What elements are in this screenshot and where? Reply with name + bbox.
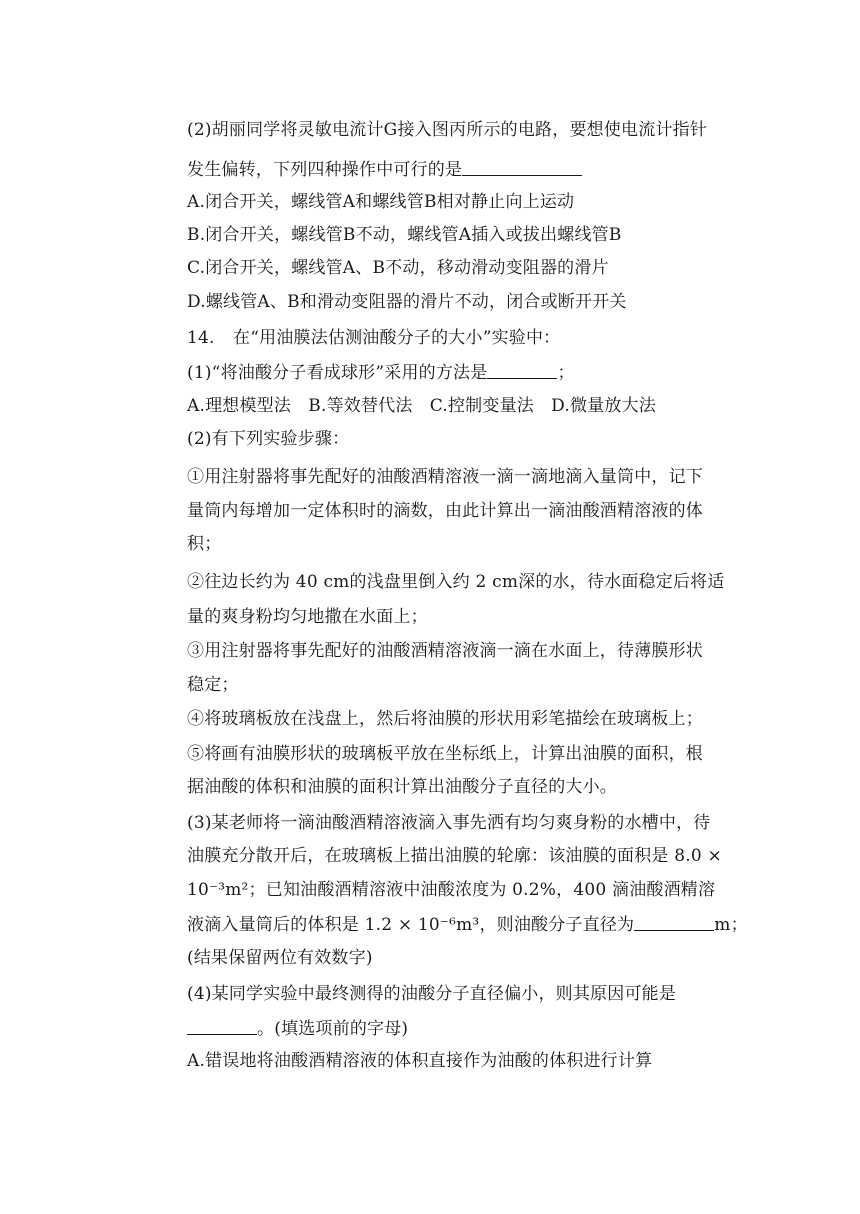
question-number: 14. — [187, 328, 215, 348]
q14-part1 — [187, 360, 575, 385]
q13-option-c: C.闭合开关，螺线管A、B不动，移动滑动变阻器的滑片 — [187, 258, 609, 278]
q14-part2-title: (2)有下列实验步骤： — [187, 429, 350, 449]
q13-option-a: A.闭合开关，螺线管A和螺线管B相对静止向上运动 — [187, 192, 575, 212]
q13-part2-line1: (2)胡丽同学将灵敏电流计G接入图丙所示的电路，要想使电流计指针 — [187, 120, 708, 140]
q14-stem — [187, 326, 560, 350]
q13-option-d: D.螺线管A、B和滑动变阻器的滑片不动，闭合或断开开关 — [187, 292, 627, 312]
q14-step4: ④将玻璃板放在浅盘上，然后将油膜的形状用彩笔描绘在玻璃板上； — [187, 709, 703, 729]
q14-step3-line1: ③用注射器将事先配好的油酸酒精溶液滴一滴在水面上，待薄膜形状 — [187, 641, 703, 661]
q14-step2-line1: ②往边长约为 40 cm的浅盘里倒入约 2 cm深的水，待水面稳定后将适 — [187, 572, 725, 592]
q14-part4-option-a: A.错误地将油酸酒精溶液的体积直接作为油酸的体积进行计算 — [187, 1051, 653, 1071]
q14-part3-line1: (3)某老师将一滴油酸酒精溶液滴入事先洒有均匀爽身粉的水槽中，待 — [187, 813, 711, 833]
q14-part4-line2 — [187, 1016, 408, 1041]
q14-part4-line2-end: 。(填选项前的字母) — [257, 1019, 409, 1039]
q14-part3-line4-text: 液滴入量筒后的体积是 1.2 × 10⁻⁶m³，则油酸分子直径为 — [187, 915, 635, 935]
q14-part3-line4-end: m； — [714, 915, 748, 935]
q14-stem-text: 在“用油膜法估测油酸分子的大小”实验中： — [233, 328, 561, 348]
q14-step1-line1: ①用注射器将事先配好的油酸酒精溶液一滴一滴地滴入量筒中，记下 — [187, 467, 703, 487]
q14-step3-line2: 稳定； — [187, 675, 239, 695]
q14-step5-line2: 据油酸的体积和油膜的面积计算出油酸分子直径的大小。 — [187, 777, 617, 797]
answer-blank — [187, 1016, 257, 1035]
q13-option-b: B.闭合开关，螺线管B不动，螺线管A插入或拔出螺线管B — [187, 225, 622, 245]
q13-part2-line2 — [187, 157, 582, 182]
q13-part2-line2-text: 发生偏转，下列四种操作中可行的是 — [187, 160, 463, 180]
answer-blank — [487, 360, 557, 379]
q14-step2-line2: 量的爽身粉均匀地撒在水面上； — [187, 607, 428, 627]
q14-part3-line3: 10⁻³m²；已知油酸酒精溶液中油酸浓度为 0.2%，400 滴油酸酒精溶 — [187, 880, 716, 900]
q14-part1-options: A.理想模型法 B.等效替代法 C.控制变量法 D.微量放大法 — [187, 396, 657, 416]
q14-part3-line4 — [187, 912, 748, 937]
q14-step5-line1: ⑤将画有油膜形状的玻璃板平放在坐标纸上，计算出油膜的面积，根 — [187, 744, 703, 764]
q14-part4-line1: (4)某同学实验中最终测得的油酸分子直径偏小，则其原因可能是 — [187, 984, 677, 1004]
q14-part3-line5: (结果保留两位有效数字) — [187, 948, 373, 968]
q14-part1-text: (1)“将油酸分子看成球形”采用的方法是 — [187, 363, 488, 383]
q14-step1-line3: 积； — [187, 534, 222, 554]
q14-part1-end: ； — [557, 363, 575, 383]
answer-blank — [462, 157, 582, 176]
q14-step1-line2: 量筒内每增加一定体积时的滴数，由此计算出一滴油酸酒精溶液的体 — [187, 501, 703, 521]
answer-blank — [634, 912, 714, 931]
q14-part3-line2: 油膜充分散开后，在玻璃板上描出油膜的轮廓：该油膜的面积是 8.0 × — [187, 846, 722, 866]
